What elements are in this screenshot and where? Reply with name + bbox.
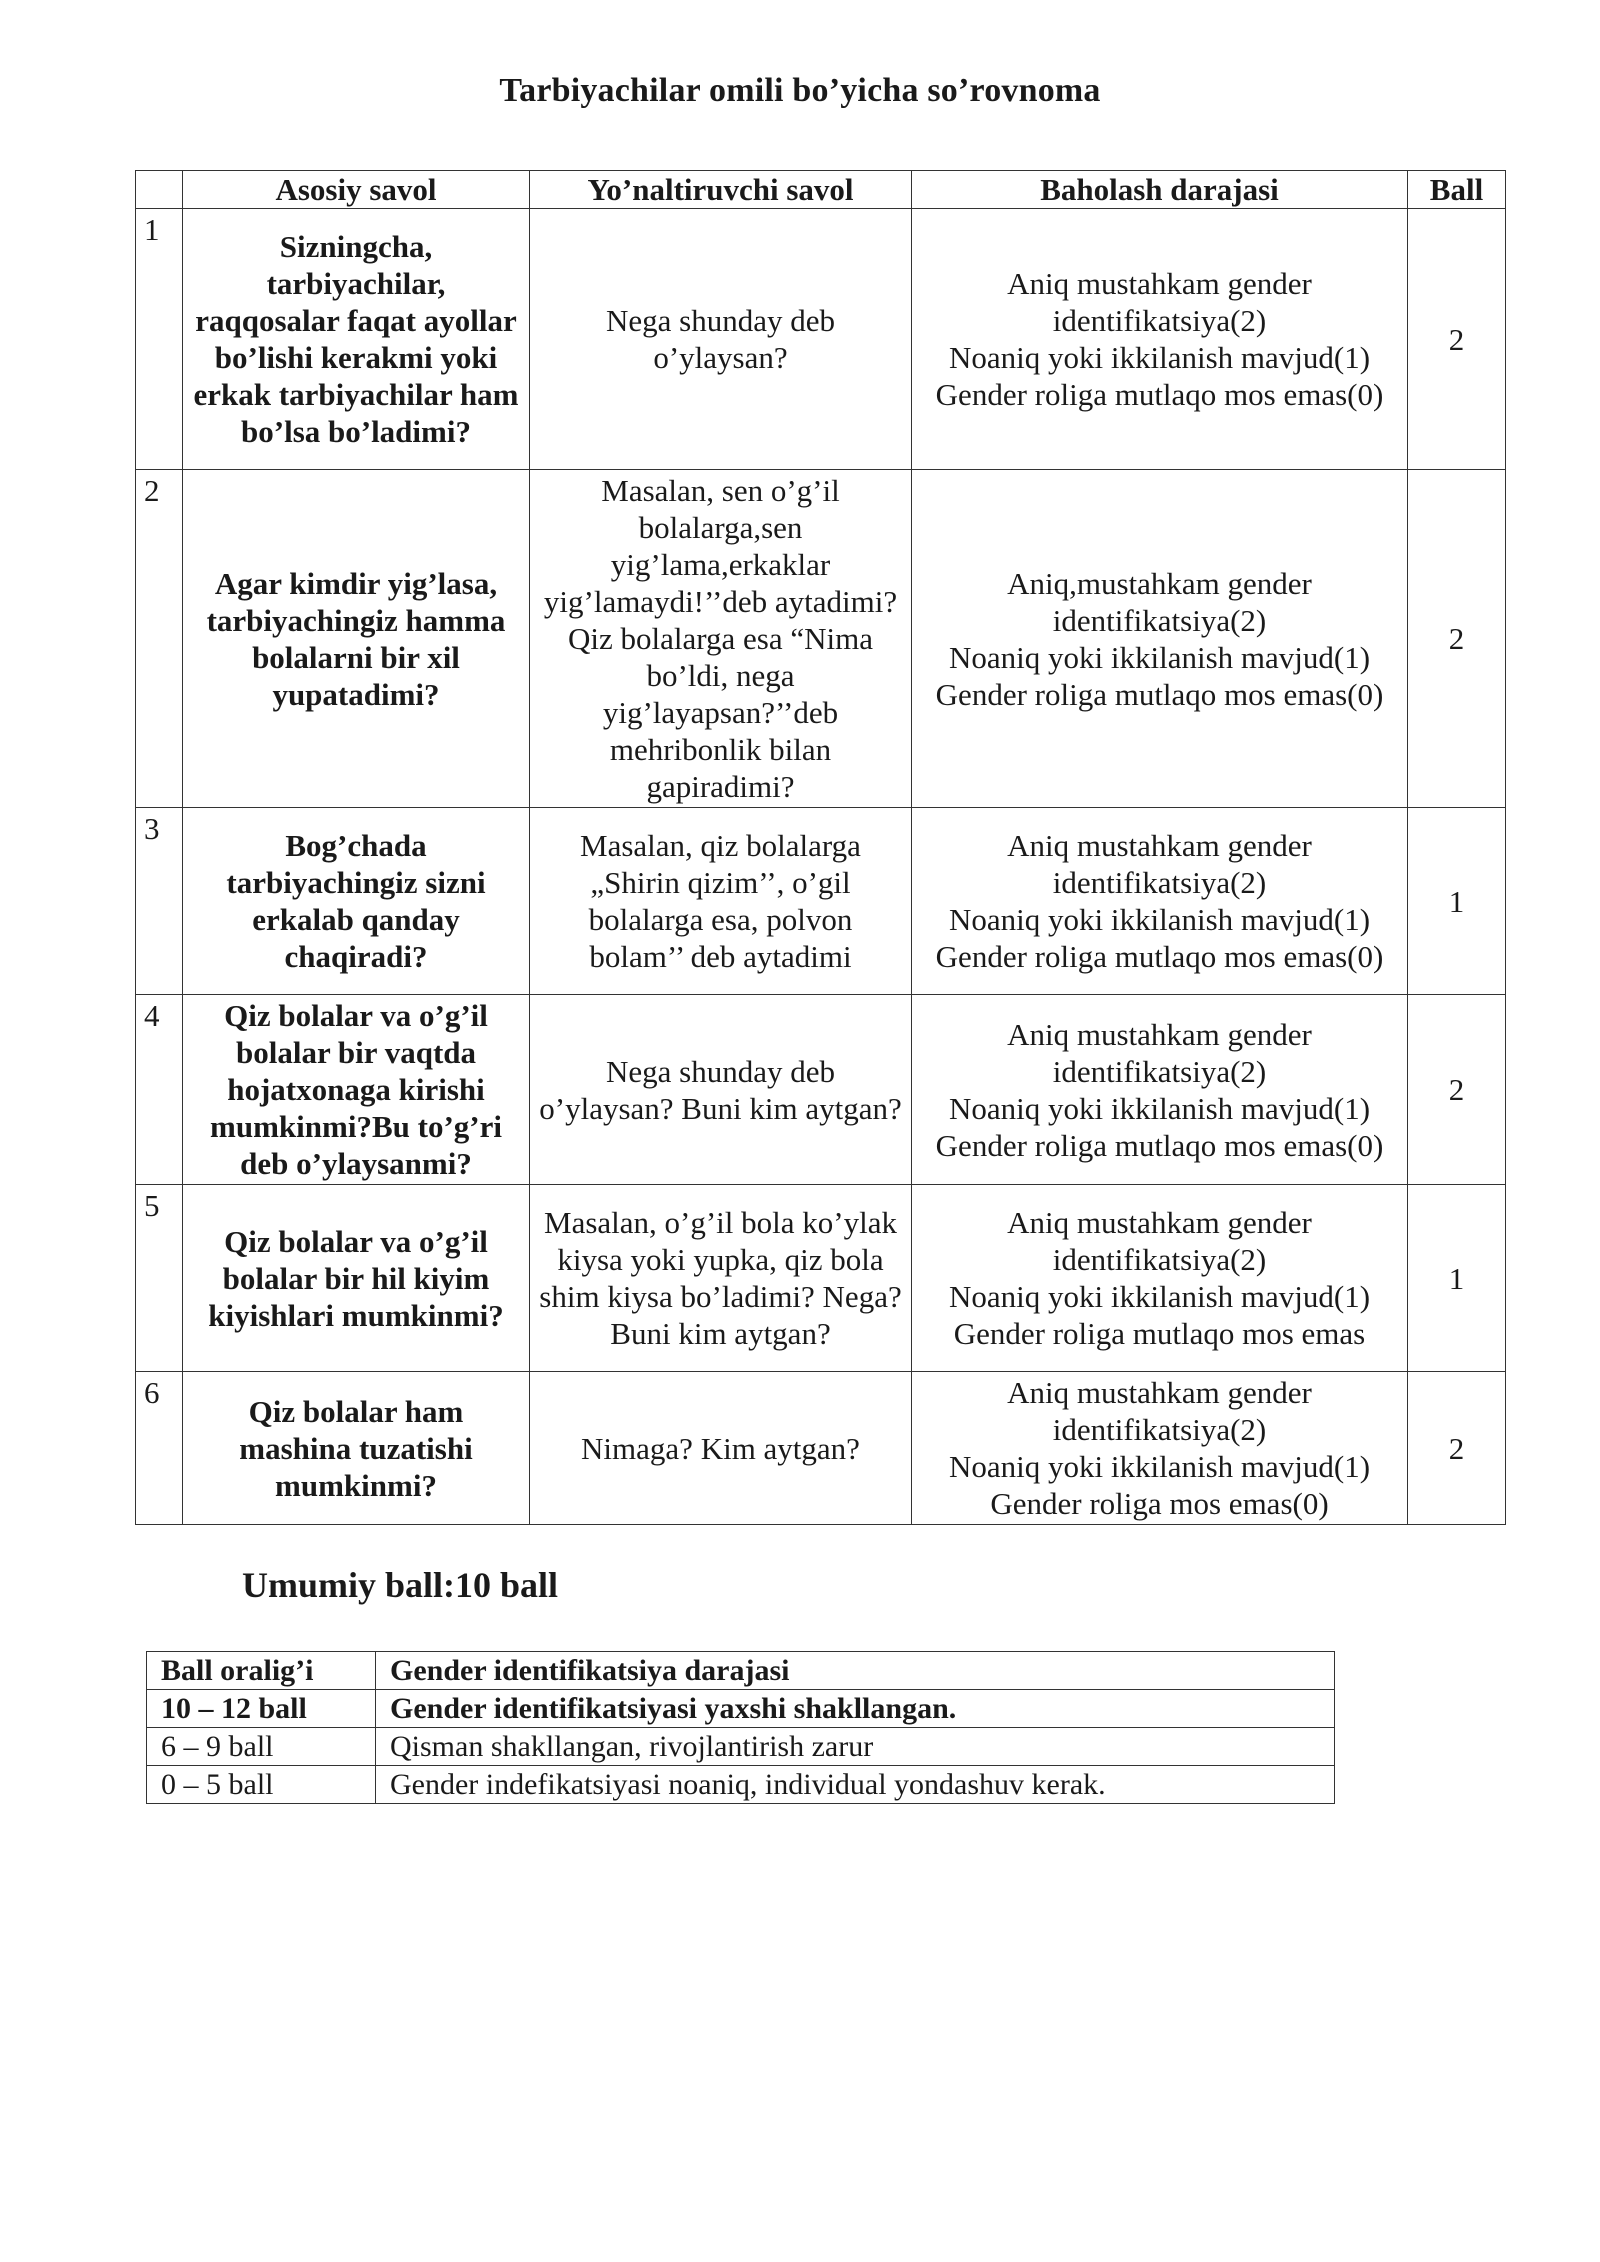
table-row: [136, 470, 1506, 808]
row-number: 4: [136, 995, 183, 1185]
level-line: Gender roliga mutlaqo mos emas: [953, 1316, 1366, 1351]
evaluation-levels: [912, 995, 1408, 1185]
header-score: Ball: [1408, 171, 1506, 209]
level-line: Aniq,mustahkam gender identifikatsiya(2): [1007, 565, 1312, 638]
header-main-question: Asosiy savol: [183, 171, 530, 209]
main-question: Bog’chada tarbiyachingiz sizni erkalab qanday chaqiradi?: [183, 808, 530, 995]
level-line: Gender roliga mutlaqo mos emas(0): [935, 377, 1384, 412]
row-number: 2: [136, 470, 183, 808]
guiding-question: Nega shunday deb o’ylaysan?: [530, 209, 912, 470]
level-line: Noaniq yoki ikkilanish mavjud(1): [948, 1090, 1371, 1126]
row-number: 6: [136, 1372, 183, 1525]
header-number: [136, 171, 183, 209]
score-range: 10 – 12 ball: [147, 1690, 376, 1728]
main-question: Qiz bolalar ham mashina tuzatishi mumkinmi?: [183, 1372, 530, 1525]
page-title: Tarbiyachilar omili bo’yicha so’rovnoma: [499, 72, 1101, 109]
score: 2: [1408, 1372, 1506, 1525]
main-question: Agar kimdir yig’lasa, tarbiyachingiz hamma bolalarni bir xil yupatadimi?: [183, 470, 530, 808]
table-row: [136, 995, 1506, 1185]
table-row: [136, 209, 1506, 470]
main-question: Qiz bolalar va o’g’il bolalar bir vaqtda hojatxonaga kirishi mumkinmi?Bu to’g’ri deb o’ylaysanmi?: [183, 995, 530, 1185]
guiding-question: Masalan, o’g’il bola ko’ylak kiysa yoki yupka, qiz bola shim kiysa bo’ladimi? Nega? Buni kim aytgan?: [530, 1185, 912, 1372]
evaluation-levels: [912, 808, 1408, 995]
score-ranges-table: [146, 1651, 1335, 1804]
range-description: Gender indefikatsiyasi noaniq, individual yondashuv kerak.: [376, 1766, 1335, 1804]
table-row: [147, 1766, 1335, 1804]
score: 1: [1408, 1185, 1506, 1372]
evaluation-levels: [912, 1372, 1408, 1525]
guiding-question: Masalan, sen o’g’il bolalarga,sen yig’lama,erkaklar yig’lamaydi!’’deb aytadimi? Qiz bolalarga esa “Nima bo’ldi, nega yig’layapsan?’’deb mehribonlik bilan gapiradimi?: [530, 470, 912, 808]
score: 2: [1408, 470, 1506, 808]
evaluation-levels: [912, 470, 1408, 808]
main-question: Sizningcha, tarbiyachilar, raqqosalar faqat ayollar bo’lishi kerakmi yoki erkak tarbiyachilar ham bo’lsa bo’ladimi?: [183, 209, 530, 470]
evaluation-levels: [912, 209, 1408, 470]
guiding-question: Nega shunday deb o’ylaysan? Buni kim aytgan?: [530, 995, 912, 1185]
score-range: 0 – 5 ball: [147, 1766, 376, 1804]
level-line: Gender roliga mutlaqo mos emas(0): [935, 939, 1384, 974]
header-score-range: Ball oralig’i: [147, 1652, 376, 1690]
table-row: [136, 1372, 1506, 1525]
row-number: 1: [136, 209, 183, 470]
range-description: Gender identifikatsiyasi yaxshi shakllangan.: [376, 1690, 1335, 1728]
guiding-question: Masalan, qiz bolalarga „Shirin qizim’’, o’gil bolalarga esa, polvon bolam’’ deb aytadimi: [530, 808, 912, 995]
guiding-question: Nimaga? Kim aytgan?: [530, 1372, 912, 1525]
level-line: Noaniq yoki ikkilanish mavjud(1): [948, 902, 1371, 937]
survey-header-row: [136, 171, 1506, 209]
survey-table: [135, 170, 1506, 1525]
level-line: Noaniq yoki ikkilanish mavjud(1): [948, 639, 1371, 675]
level-line: Aniq mustahkam gender identifikatsiya(2): [1007, 1016, 1312, 1089]
table-row: [136, 808, 1506, 995]
table-row: [147, 1728, 1335, 1766]
header-evaluation-level: Baholash darajasi: [912, 171, 1408, 209]
score-range: 6 – 9 ball: [147, 1728, 376, 1766]
header-guiding-question: Yo’naltiruvchi savol: [530, 171, 912, 209]
level-line: Noaniq yoki ikkilanish mavjud(1): [948, 1279, 1371, 1314]
level-line: Gender roliga mutlaqo mos emas(0): [935, 1127, 1384, 1163]
total-score: Umumiy ball:10 ball: [242, 1565, 559, 1605]
row-number: 3: [136, 808, 183, 995]
level-line: Gender roliga mos emas(0): [990, 1486, 1329, 1521]
level-line: Noaniq yoki ikkilanish mavjud(1): [948, 1449, 1371, 1484]
level-line: Aniq mustahkam gender identifikatsiya(2): [1007, 828, 1312, 900]
score: 2: [1408, 209, 1506, 470]
ranges-header-row: [147, 1652, 1335, 1690]
header-identification-level: Gender identifikatsiya darajasi: [376, 1652, 1335, 1690]
evaluation-levels: [912, 1185, 1408, 1372]
level-line: Gender roliga mutlaqo mos emas(0): [935, 676, 1384, 712]
table-row: [147, 1690, 1335, 1728]
score: 2: [1408, 995, 1506, 1185]
main-question: Qiz bolalar va o’g’il bolalar bir hil kiyim kiyishlari mumkinmi?: [183, 1185, 530, 1372]
level-line: Aniq mustahkam gender identifikatsiya(2): [1007, 1205, 1312, 1277]
level-line: Aniq mustahkam gender identifikatsiya(2): [1007, 266, 1312, 338]
level-line: Aniq mustahkam gender identifikatsiya(2): [1007, 1375, 1312, 1447]
level-line: Noaniq yoki ikkilanish mavjud(1): [948, 340, 1371, 375]
row-number: 5: [136, 1185, 183, 1372]
score: 1: [1408, 808, 1506, 995]
range-description: Qisman shakllangan, rivojlantirish zarur: [376, 1728, 1335, 1766]
table-row: [136, 1185, 1506, 1372]
